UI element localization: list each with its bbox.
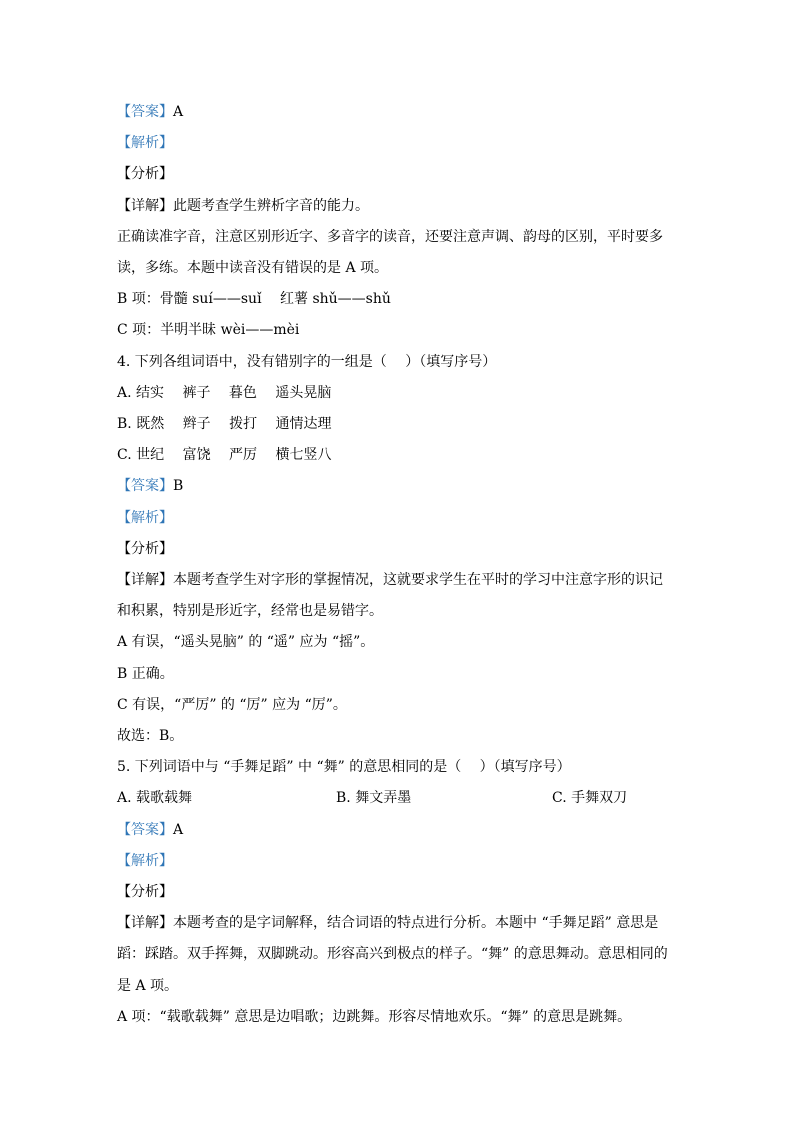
answer-value: A (173, 822, 184, 838)
answer-tag: 【答案】 (117, 478, 173, 494)
q5-jiexi-tag: 【解析】 (117, 853, 173, 869)
detail-text: 此题考查学生辨析字音的能力。 (173, 198, 369, 214)
q3-answer-line (117, 102, 183, 122)
q5-detail-line (117, 913, 658, 933)
q4-jiexi-tag: 【解析】 (117, 510, 173, 526)
q4-paragraph-2: 和积累，特别是形近字，经常也是易错字。 (117, 603, 383, 619)
q3-jiexi-tag: 【解析】 (117, 135, 173, 151)
detail-text: 本题考查学生对字形的掌握情况，这就要求学生在平时的学习中注意字形的识记 (173, 572, 663, 588)
q4-detail-line (117, 570, 663, 590)
q5-paragraph-4: A 项：“载歌载舞” 意思是边唱歌；边跳舞。形容尽情地欢乐。“舞” 的意思是跳舞。 (117, 1009, 632, 1025)
detail-text: 本题考查的是字词解释，结合词语的特点进行分析。本题中 “手舞足蹈” 意思是 (173, 915, 659, 931)
q5-option-b: B. 舞文弄墨 (336, 790, 412, 806)
answer-tag: 【答案】 (117, 104, 173, 120)
answer-tag: 【答案】 (117, 822, 173, 838)
answer-value: A (173, 104, 184, 120)
q4-conclusion: 故选：B。 (117, 728, 184, 744)
q4-fenxi-tag: 【分析】 (117, 541, 173, 557)
q5-option-c: C. 手舞双刀 (552, 790, 628, 806)
q4-answer-line (117, 476, 183, 496)
detail-tag: 【详解】 (117, 572, 173, 588)
q3-detail-line (117, 196, 369, 216)
q3-paragraph-1: 正确读准字音，注意区别形近字、多音字的读音，还要注意声调、韵母的区别，平时要多 (117, 229, 663, 245)
q3-option-b-note: B 项：骨髓 suí——suǐ 红薯 shǔ——shǔ (117, 291, 391, 307)
q4-option-c: C. 世纪 富饶 严厉 横七竖八 (117, 447, 332, 463)
q3-fenxi-tag: 【分析】 (117, 166, 173, 182)
q3-option-c-note: C 项：半明半昧 wèi——mèi (117, 322, 300, 338)
q5-answer-line (117, 820, 183, 840)
q4-stem: 4. 下列各组词语中，没有错别字的一组是（ ）（填写序号） (117, 354, 497, 370)
q4-explain-c: C 有误，“严厉” 的 “厉” 应为 “厉”。 (117, 697, 347, 713)
q5-options (117, 788, 677, 808)
q5-paragraph-3: 是 A 项。 (117, 978, 179, 994)
q5-fenxi-tag: 【分析】 (117, 884, 173, 900)
q4-explain-a: A 有误，“遥头晃脑” 的 “遥” 应为 “摇”。 (117, 634, 375, 650)
q3-paragraph-2: 读，多练。本题中读音没有错误的是 A 项。 (117, 260, 389, 276)
detail-tag: 【详解】 (117, 915, 173, 931)
q5-option-a: A. 载歌载舞 (117, 790, 193, 806)
q4-option-a: A. 结实 裤子 暮色 遥头晃脑 (117, 385, 332, 401)
q4-explain-b: B 正确。 (117, 666, 174, 682)
q5-paragraph-2: 蹈：踩踏。双手挥舞，双脚跳动。形容高兴到极点的样子。“舞” 的意思舞动。意思相同的 (117, 946, 668, 962)
q4-option-b: B. 既然 辫子 拨打 通情达理 (117, 416, 332, 432)
q5-stem: 5. 下列词语中与 “手舞足蹈” 中 “舞” 的意思相同的是（ ）（填写序号） (117, 759, 571, 775)
answer-value: B (173, 478, 184, 494)
detail-tag: 【详解】 (117, 198, 173, 214)
